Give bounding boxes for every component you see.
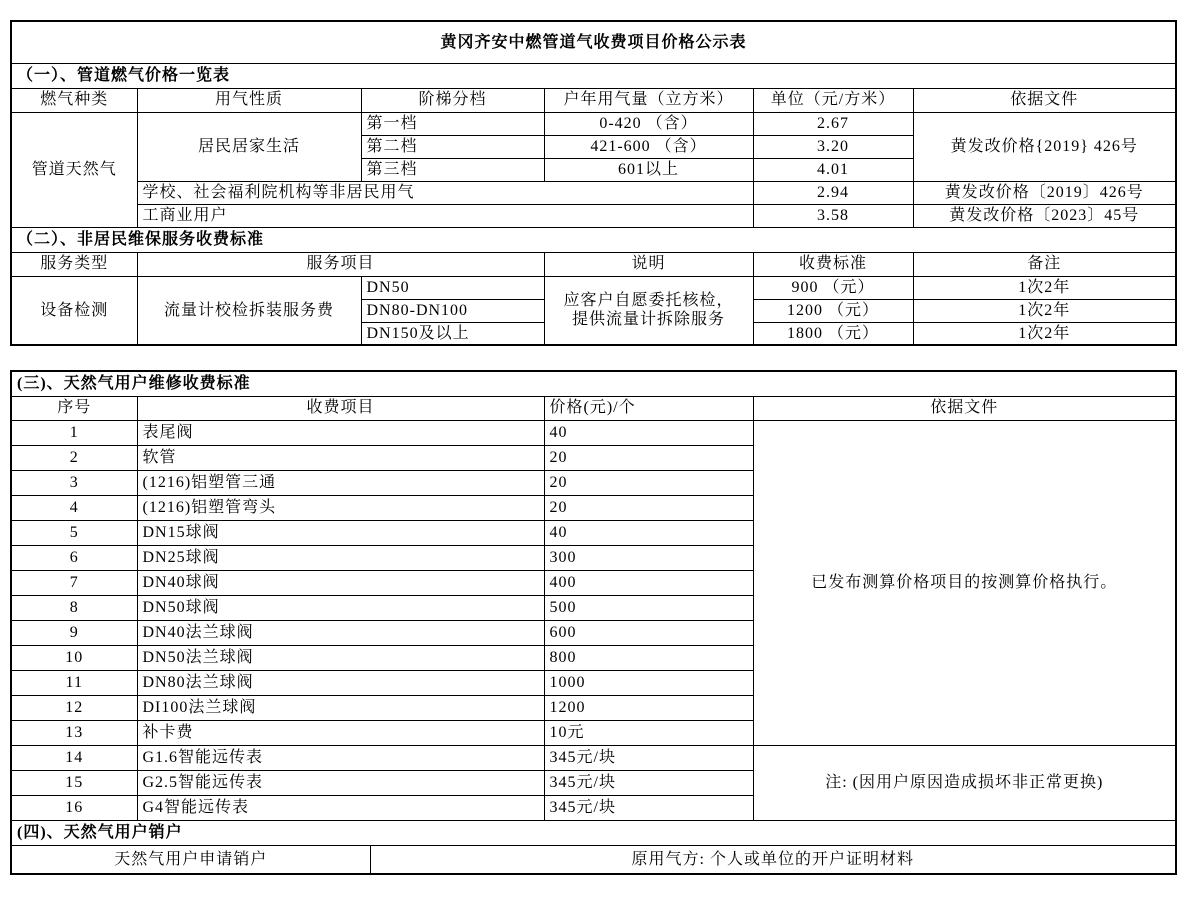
header-price-per-unit: 价格(元)/个 [544,396,753,420]
item-price: 345元/块 [544,770,753,795]
header-usage-nature: 用气性质 [137,88,361,112]
section3-heading-row [11,371,1176,396]
item-name: G4智能远传表 [137,795,544,820]
item-price: 20 [544,445,753,470]
note-dn50: 1次2年 [913,276,1176,299]
item-name: 表尾阀 [137,420,544,445]
reference-doc-main-cell: 已发布测算价格项目的按测算价格执行。 [753,420,1176,745]
industrial-label: 工商业用户 [137,204,753,227]
section4-heading: (四)、天然气用户销户 [11,820,1176,845]
service-type-cell: 设备检测 [11,276,137,345]
header-reference-doc: 依据文件 [913,88,1176,112]
service-description-line2: 提供流量计拆除服务 [571,311,725,329]
item-name: DN25球阀 [137,545,544,570]
tier2-price: 3.20 [753,135,913,158]
service-description-line1: 应客户自愿委托核检， [563,292,734,310]
header-description: 说明 [544,252,753,276]
item-price: 10元 [544,720,753,745]
repair-fee-table [10,370,1177,875]
section1-heading: （一）、管道燃气价格一览表 [11,63,1176,88]
item-no: 16 [11,795,137,820]
fee-dn50: 900 （元） [753,276,913,299]
header-fee-standard: 收费标准 [753,252,913,276]
section2-header-row [11,252,1176,276]
header-annual-volume: 户年用气量（立方米） [544,88,753,112]
section1-heading-row [11,63,1176,88]
section1-header-row [11,88,1176,112]
item-name: G1.6智能远传表 [137,745,544,770]
section3-heading: (三)、天然气用户维修收费标准 [11,371,1176,396]
item-no: 15 [11,770,137,795]
service-item-cell: 流量计校检拆装服务费 [137,276,361,345]
header-reference-doc-2: 依据文件 [753,396,1176,420]
residential-doc-cell: 黄发改价格{2019} 426号 [913,112,1176,181]
page-title: 黄冈齐安中燃管道气收费项目价格公示表 [11,21,1176,63]
reference-doc-note-cell: 注: (因用户原因造成损坏非正常更换) [753,745,1176,820]
item-name: DN50球阀 [137,595,544,620]
section2-heading: （二）、非居民维保服务收费标准 [11,227,1176,252]
section4-heading-row [11,820,1176,845]
section3-header-row [11,396,1176,420]
item-price: 800 [544,645,753,670]
table-row-account-closure [11,845,1176,874]
item-no: 7 [11,570,137,595]
item-price: 20 [544,495,753,520]
item-no: 6 [11,545,137,570]
item-name: DI100法兰球阀 [137,695,544,720]
fee-dn150: 1800 （元） [753,322,913,345]
tier1-price: 2.67 [753,112,913,135]
school-doc: 黄发改价格〔2019〕426号 [913,181,1176,204]
spec-dn80: DN80-DN100 [361,299,544,322]
tier2-label: 第二档 [361,135,544,158]
fee-dn80: 1200 （元） [753,299,913,322]
tier3-volume: 601以上 [544,158,753,181]
tier3-price: 4.01 [753,158,913,181]
table-row-industrial [11,204,1176,227]
item-name: G2.5智能远传表 [137,770,544,795]
item-price: 40 [544,520,753,545]
header-service-item: 服务项目 [137,252,544,276]
item-name: DN40法兰球阀 [137,620,544,645]
item-no: 5 [11,520,137,545]
industrial-doc: 黄发改价格〔2023〕45号 [913,204,1176,227]
gas-type-cell: 管道天然气 [11,112,137,227]
header-remark: 备注 [913,252,1176,276]
header-seq-no: 序号 [11,396,137,420]
item-name: DN40球阀 [137,570,544,595]
item-name: (1216)铝塑管三通 [137,470,544,495]
gas-price-table [10,20,1177,346]
service-description-cell [544,276,753,345]
item-name: 补卡费 [137,720,544,745]
header-service-type: 服务类型 [11,252,137,276]
item-price: 20 [544,470,753,495]
closure-request-cell: 天然气用户申请销户 [11,845,370,874]
header-fee-item: 收费项目 [137,396,544,420]
item-no: 2 [11,445,137,470]
item-price: 300 [544,545,753,570]
item-price: 345元/块 [544,745,753,770]
school-price: 2.94 [753,181,913,204]
school-label: 学校、社会福利院机构等非居民用气 [137,181,753,204]
item-price: 400 [544,570,753,595]
header-tier: 阶梯分档 [361,88,544,112]
item-name: DN50法兰球阀 [137,645,544,670]
item-no: 1 [11,420,137,445]
item-name: 软管 [137,445,544,470]
table-row-item-1 [11,420,1176,445]
tier1-volume: 0-420 （含） [544,112,753,135]
note-dn150: 1次2年 [913,322,1176,345]
item-price: 40 [544,420,753,445]
item-price: 600 [544,620,753,645]
item-no: 13 [11,720,137,745]
item-price: 500 [544,595,753,620]
item-no: 14 [11,745,137,770]
tier2-volume: 421-600 （含） [544,135,753,158]
item-name: DN80法兰球阀 [137,670,544,695]
tier1-label: 第一档 [361,112,544,135]
table-row-dn50 [11,276,1176,299]
header-gas-type: 燃气种类 [11,88,137,112]
closure-requirement-cell: 原用气方: 个人或单位的开户证明材料 [370,845,1176,874]
spec-dn150: DN150及以上 [361,322,544,345]
item-no: 8 [11,595,137,620]
item-no: 10 [11,645,137,670]
item-no: 3 [11,470,137,495]
item-no: 11 [11,670,137,695]
residential-label-cell: 居民居家生活 [137,112,361,181]
tier3-label: 第三档 [361,158,544,181]
item-price: 1200 [544,695,753,720]
table-row-tier1 [11,112,1176,135]
section2-heading-row [11,227,1176,252]
industrial-price: 3.58 [753,204,913,227]
note-dn80: 1次2年 [913,299,1176,322]
item-no: 12 [11,695,137,720]
item-price: 1000 [544,670,753,695]
item-name: (1216)铝塑管弯头 [137,495,544,520]
header-unit-price: 单位（元/方米） [753,88,913,112]
title-row [11,21,1176,63]
item-no: 4 [11,495,137,520]
table-row-school [11,181,1176,204]
item-name: DN15球阀 [137,520,544,545]
item-price: 345元/块 [544,795,753,820]
item-no: 9 [11,620,137,645]
table-row-item-14 [11,745,1176,770]
spec-dn50: DN50 [361,276,544,299]
